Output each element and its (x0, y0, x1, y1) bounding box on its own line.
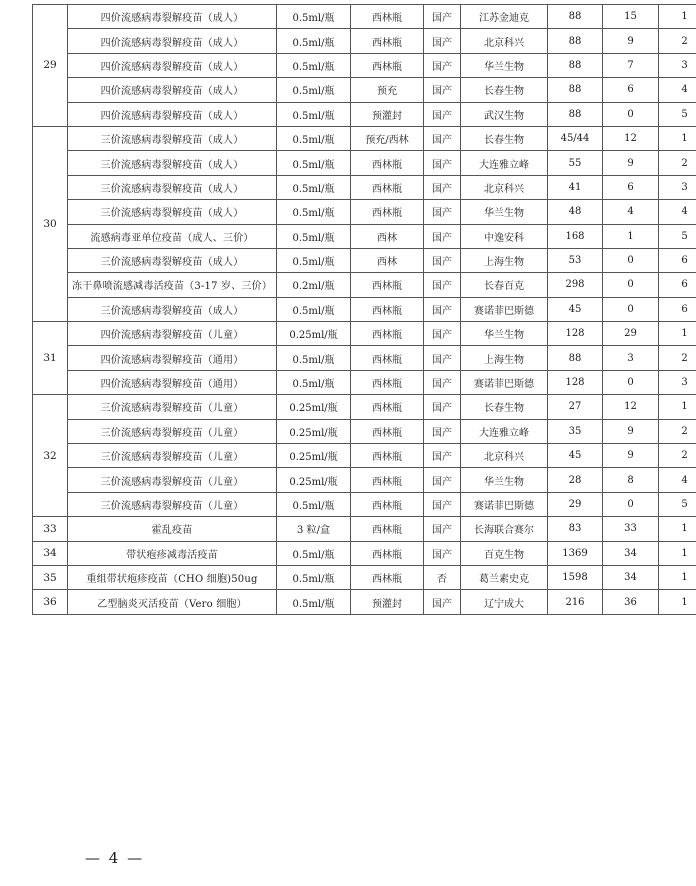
rank-cell: 2 (659, 346, 696, 370)
manufacturer-cell: 大连雅立峰 (461, 151, 548, 175)
table-row (33, 468, 696, 492)
manufacturer-cell: 葛兰素史克 (461, 565, 548, 589)
group-number: 32 (33, 395, 68, 517)
packaging-cell: 西林瓶 (351, 444, 424, 468)
rank-value-cell: 34 (603, 565, 659, 589)
rank-value-cell: 0 (603, 248, 659, 272)
table-row (33, 53, 696, 77)
manufacturer-cell: 百克生物 (461, 541, 548, 565)
specification-cell: 0.5ml/瓶 (277, 590, 351, 614)
group-number: 35 (33, 565, 68, 589)
table-row (33, 29, 696, 53)
specification-cell: 0.2ml/瓶 (277, 273, 351, 297)
packaging-cell: 预充/西林 (351, 126, 424, 150)
rank-cell: 1 (659, 565, 696, 589)
table-row (33, 370, 696, 394)
specification-cell: 0.25ml/瓶 (277, 395, 351, 419)
table-row (33, 78, 696, 102)
table-row (33, 322, 696, 346)
rank-value-cell: 0 (603, 492, 659, 516)
manufacturer-cell: 大连雅立峰 (461, 419, 548, 443)
specification-cell: 0.5ml/瓶 (277, 492, 351, 516)
manufacturer-cell: 赛诺菲巴斯德 (461, 370, 548, 394)
rank-cell: 1 (659, 5, 696, 29)
rank-value-cell: 9 (603, 419, 659, 443)
vaccine-name-cell: 流感病毒亚单位疫苗（成人、三价） (68, 224, 277, 248)
packaging-cell: 预充 (351, 78, 424, 102)
rank-value-cell: 7 (603, 53, 659, 77)
vaccine-name-cell: 三价流感病毒裂解疫苗（儿童） (68, 492, 277, 516)
group-number: 29 (33, 5, 68, 127)
origin-cell: 国产 (424, 102, 461, 126)
packaging-cell: 西林瓶 (351, 151, 424, 175)
origin-cell: 国产 (424, 419, 461, 443)
origin-cell: 国产 (424, 370, 461, 394)
vaccine-name-cell: 三价流感病毒裂解疫苗（成人） (68, 151, 277, 175)
vaccine-name-cell: 三价流感病毒裂解疫苗（成人） (68, 248, 277, 272)
manufacturer-cell: 长春生物 (461, 126, 548, 150)
specification-cell: 0.5ml/瓶 (277, 126, 351, 150)
specification-cell: 3 粒/盒 (277, 517, 351, 541)
manufacturer-cell: 华兰生物 (461, 322, 548, 346)
rank-value-cell: 15 (603, 5, 659, 29)
manufacturer-cell: 华兰生物 (461, 53, 548, 77)
origin-cell: 国产 (424, 126, 461, 150)
packaging-cell: 西林瓶 (351, 517, 424, 541)
vaccine-price-table (32, 4, 696, 615)
specification-cell: 0.5ml/瓶 (277, 565, 351, 589)
table-row (33, 224, 696, 248)
rank-cell: 1 (659, 590, 696, 614)
specification-cell: 0.5ml/瓶 (277, 248, 351, 272)
price-cell: 83 (548, 517, 603, 541)
manufacturer-cell: 华兰生物 (461, 200, 548, 224)
origin-cell: 国产 (424, 78, 461, 102)
rank-cell: 4 (659, 200, 696, 224)
price-cell: 45/44 (548, 126, 603, 150)
rank-value-cell: 6 (603, 175, 659, 199)
price-cell: 29 (548, 492, 603, 516)
specification-cell: 0.5ml/瓶 (277, 53, 351, 77)
manufacturer-cell: 辽宁成大 (461, 590, 548, 614)
page-number: — 4 — (85, 849, 145, 867)
group-number: 33 (33, 517, 68, 541)
table-row (33, 346, 696, 370)
packaging-cell: 西林瓶 (351, 565, 424, 589)
origin-cell: 国产 (424, 175, 461, 199)
vaccine-name-cell: 四价流感病毒裂解疫苗（成人） (68, 29, 277, 53)
group-number: 34 (33, 541, 68, 565)
rank-cell: 3 (659, 175, 696, 199)
origin-cell: 国产 (424, 590, 461, 614)
origin-cell: 否 (424, 565, 461, 589)
manufacturer-cell: 华兰生物 (461, 468, 548, 492)
packaging-cell: 西林瓶 (351, 273, 424, 297)
price-cell: 35 (548, 419, 603, 443)
manufacturer-cell: 北京科兴 (461, 175, 548, 199)
rank-cell: 6 (659, 248, 696, 272)
packaging-cell: 西林瓶 (351, 53, 424, 77)
manufacturer-cell: 中逸安科 (461, 224, 548, 248)
rank-cell: 1 (659, 541, 696, 565)
vaccine-name-cell: 三价流感病毒裂解疫苗（儿童） (68, 395, 277, 419)
rank-cell: 5 (659, 492, 696, 516)
price-cell: 88 (548, 29, 603, 53)
vaccine-name-cell: 四价流感病毒裂解疫苗（成人） (68, 78, 277, 102)
origin-cell: 国产 (424, 151, 461, 175)
origin-cell: 国产 (424, 200, 461, 224)
packaging-cell: 西林瓶 (351, 346, 424, 370)
packaging-cell: 西林 (351, 224, 424, 248)
vaccine-name-cell: 带状疱疹减毒活疫苗 (68, 541, 277, 565)
rank-cell: 4 (659, 78, 696, 102)
origin-cell: 国产 (424, 248, 461, 272)
rank-value-cell: 3 (603, 346, 659, 370)
table-row (33, 175, 696, 199)
table-row (33, 419, 696, 443)
specification-cell: 0.5ml/瓶 (277, 151, 351, 175)
packaging-cell: 西林瓶 (351, 175, 424, 199)
rank-value-cell: 0 (603, 102, 659, 126)
specification-cell: 0.5ml/瓶 (277, 78, 351, 102)
price-cell: 55 (548, 151, 603, 175)
table-row (33, 5, 696, 29)
origin-cell: 国产 (424, 224, 461, 248)
manufacturer-cell: 赛诺菲巴斯德 (461, 297, 548, 321)
rank-cell: 1 (659, 517, 696, 541)
price-cell: 128 (548, 322, 603, 346)
specification-cell: 0.5ml/瓶 (277, 370, 351, 394)
origin-cell: 国产 (424, 297, 461, 321)
table-row (33, 590, 696, 614)
rank-cell: 4 (659, 468, 696, 492)
table-row (33, 444, 696, 468)
table-row (33, 565, 696, 589)
origin-cell: 国产 (424, 541, 461, 565)
vaccine-name-cell: 四价流感病毒裂解疫苗（通用） (68, 346, 277, 370)
price-cell: 88 (548, 102, 603, 126)
price-cell: 88 (548, 78, 603, 102)
group-number: 30 (33, 126, 68, 321)
table-row (33, 517, 696, 541)
vaccine-name-cell: 三价流感病毒裂解疫苗（成人） (68, 126, 277, 150)
price-cell: 45 (548, 297, 603, 321)
origin-cell: 国产 (424, 468, 461, 492)
rank-value-cell: 4 (603, 200, 659, 224)
manufacturer-cell: 赛诺菲巴斯德 (461, 492, 548, 516)
table-row (33, 273, 696, 297)
rank-value-cell: 8 (603, 468, 659, 492)
rank-value-cell: 29 (603, 322, 659, 346)
packaging-cell: 西林瓶 (351, 419, 424, 443)
origin-cell: 国产 (424, 346, 461, 370)
manufacturer-cell: 北京科兴 (461, 444, 548, 468)
table-row (33, 541, 696, 565)
manufacturer-cell: 长春百克 (461, 273, 548, 297)
vaccine-name-cell: 重组带状疱疹疫苗（CHO 细胞)50ug (68, 565, 277, 589)
rank-cell: 3 (659, 370, 696, 394)
rank-value-cell: 34 (603, 541, 659, 565)
specification-cell: 0.5ml/瓶 (277, 224, 351, 248)
vaccine-name-cell: 四价流感病毒裂解疫苗（成人） (68, 5, 277, 29)
manufacturer-cell: 江苏金迪克 (461, 5, 548, 29)
manufacturer-cell: 上海生物 (461, 346, 548, 370)
vaccine-name-cell: 冻干鼻喷流感减毒活疫苗（3-17 岁、三价） (68, 273, 277, 297)
packaging-cell: 西林瓶 (351, 29, 424, 53)
group-number: 36 (33, 590, 68, 614)
table-row (33, 395, 696, 419)
price-cell: 168 (548, 224, 603, 248)
price-cell: 298 (548, 273, 603, 297)
packaging-cell: 西林瓶 (351, 200, 424, 224)
price-cell: 88 (548, 5, 603, 29)
manufacturer-cell: 上海生物 (461, 248, 548, 272)
origin-cell: 国产 (424, 444, 461, 468)
price-cell: 53 (548, 248, 603, 272)
rank-cell: 5 (659, 102, 696, 126)
specification-cell: 0.5ml/瓶 (277, 346, 351, 370)
price-cell: 1369 (548, 541, 603, 565)
table-row (33, 102, 696, 126)
packaging-cell: 预灌封 (351, 102, 424, 126)
vaccine-name-cell: 乙型脑炎灭活疫苗（Vero 细胞） (68, 590, 277, 614)
rank-value-cell: 33 (603, 517, 659, 541)
rank-value-cell: 1 (603, 224, 659, 248)
packaging-cell: 西林瓶 (351, 370, 424, 394)
vaccine-name-cell: 四价流感病毒裂解疫苗（儿童） (68, 322, 277, 346)
price-cell: 41 (548, 175, 603, 199)
manufacturer-cell: 长海联合赛尔 (461, 517, 548, 541)
packaging-cell: 西林 (351, 248, 424, 272)
rank-cell: 6 (659, 297, 696, 321)
vaccine-name-cell: 四价流感病毒裂解疫苗（通用） (68, 370, 277, 394)
manufacturer-cell: 长春生物 (461, 78, 548, 102)
rank-cell: 2 (659, 444, 696, 468)
origin-cell: 国产 (424, 29, 461, 53)
vaccine-name-cell: 三价流感病毒裂解疫苗（儿童） (68, 419, 277, 443)
packaging-cell: 西林瓶 (351, 5, 424, 29)
price-cell: 1598 (548, 565, 603, 589)
origin-cell: 国产 (424, 5, 461, 29)
group-number: 31 (33, 322, 68, 395)
price-cell: 216 (548, 590, 603, 614)
price-cell: 48 (548, 200, 603, 224)
rank-value-cell: 9 (603, 151, 659, 175)
manufacturer-cell: 北京科兴 (461, 29, 548, 53)
price-cell: 128 (548, 370, 603, 394)
rank-value-cell: 0 (603, 273, 659, 297)
rank-value-cell: 9 (603, 29, 659, 53)
vaccine-name-cell: 四价流感病毒裂解疫苗（成人） (68, 53, 277, 77)
rank-value-cell: 12 (603, 395, 659, 419)
table-row (33, 248, 696, 272)
specification-cell: 0.5ml/瓶 (277, 5, 351, 29)
origin-cell: 国产 (424, 273, 461, 297)
table-row (33, 126, 696, 150)
price-cell: 27 (548, 395, 603, 419)
packaging-cell: 西林瓶 (351, 297, 424, 321)
price-cell: 28 (548, 468, 603, 492)
origin-cell: 国产 (424, 53, 461, 77)
rank-value-cell: 36 (603, 590, 659, 614)
manufacturer-cell: 武汉生物 (461, 102, 548, 126)
table-row (33, 200, 696, 224)
packaging-cell: 西林瓶 (351, 468, 424, 492)
rank-cell: 6 (659, 273, 696, 297)
rank-cell: 2 (659, 419, 696, 443)
rank-cell: 3 (659, 53, 696, 77)
rank-cell: 1 (659, 395, 696, 419)
packaging-cell: 西林瓶 (351, 541, 424, 565)
rank-value-cell: 12 (603, 126, 659, 150)
vaccine-name-cell: 四价流感病毒裂解疫苗（成人） (68, 102, 277, 126)
origin-cell: 国产 (424, 322, 461, 346)
rank-cell: 2 (659, 151, 696, 175)
specification-cell: 0.25ml/瓶 (277, 468, 351, 492)
vaccine-name-cell: 三价流感病毒裂解疫苗（成人） (68, 200, 277, 224)
specification-cell: 0.5ml/瓶 (277, 541, 351, 565)
price-cell: 88 (548, 346, 603, 370)
packaging-cell: 预灌封 (351, 590, 424, 614)
origin-cell: 国产 (424, 395, 461, 419)
specification-cell: 0.25ml/瓶 (277, 444, 351, 468)
origin-cell: 国产 (424, 492, 461, 516)
vaccine-name-cell: 三价流感病毒裂解疫苗（儿童） (68, 444, 277, 468)
packaging-cell: 西林瓶 (351, 395, 424, 419)
specification-cell: 0.5ml/瓶 (277, 102, 351, 126)
rank-cell: 5 (659, 224, 696, 248)
specification-cell: 0.5ml/瓶 (277, 297, 351, 321)
price-cell: 45 (548, 444, 603, 468)
manufacturer-cell: 长春生物 (461, 395, 548, 419)
vaccine-name-cell: 三价流感病毒裂解疫苗（成人） (68, 175, 277, 199)
rank-cell: 1 (659, 126, 696, 150)
rank-cell: 2 (659, 29, 696, 53)
rank-value-cell: 9 (603, 444, 659, 468)
rank-cell: 1 (659, 322, 696, 346)
specification-cell: 0.25ml/瓶 (277, 419, 351, 443)
vaccine-name-cell: 三价流感病毒裂解疫苗（成人） (68, 297, 277, 321)
rank-value-cell: 0 (603, 297, 659, 321)
table-row (33, 151, 696, 175)
table-row (33, 297, 696, 321)
rank-value-cell: 0 (603, 370, 659, 394)
table-row (33, 492, 696, 516)
price-cell: 88 (548, 53, 603, 77)
specification-cell: 0.5ml/瓶 (277, 200, 351, 224)
packaging-cell: 西林瓶 (351, 492, 424, 516)
vaccine-name-cell: 三价流感病毒裂解疫苗（儿童） (68, 468, 277, 492)
specification-cell: 0.5ml/瓶 (277, 175, 351, 199)
origin-cell: 国产 (424, 517, 461, 541)
vaccine-name-cell: 霍乱疫苗 (68, 517, 277, 541)
specification-cell: 0.5ml/瓶 (277, 29, 351, 53)
specification-cell: 0.25ml/瓶 (277, 322, 351, 346)
packaging-cell: 西林瓶 (351, 322, 424, 346)
rank-value-cell: 6 (603, 78, 659, 102)
